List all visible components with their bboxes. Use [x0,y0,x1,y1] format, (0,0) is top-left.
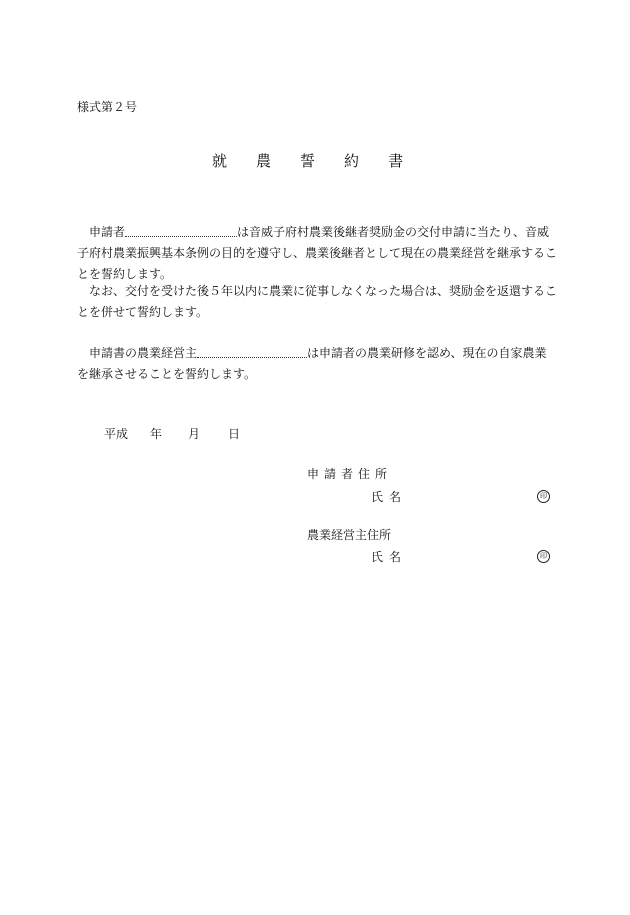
applicant-name-label: 氏名 [371,490,408,504]
pledge-paragraph-2 [77,281,557,323]
applicant-lead: 申請者 [89,225,126,239]
applicant-address-label: 申請者住所 [307,467,393,481]
date-month: 月 [188,427,201,441]
manager-name-label: 氏名 [371,550,408,564]
date-year: 年 [150,427,163,441]
pledge-paragraph-1 [77,222,557,285]
applicant-name-blank [125,224,237,237]
title-char: 農 [256,152,272,170]
manager-address-label: 農業経営主住所 [307,528,392,542]
seal-icon: 印 [537,550,550,563]
pledge-text-1: は音威子府村農業後継者奨励金の交付申請に当たり、音威子府村農業振興基本条例の目的を遵守し、農業後継者として現在の農業経営を継承することを誓約します。 [77,225,558,281]
seal-icon: 印 [537,490,550,503]
title-char: 約 [344,152,360,170]
title-char: 就 [212,152,228,170]
manager-name-blank [197,345,307,358]
title-char: 誓 [300,152,316,170]
pledge-text-2: なお、交付を受けた後５年以内に農業に従事しなくなった場合は、奨励金を返還することを併せて誓約します。 [77,284,558,319]
date-era: 平成 [104,427,129,441]
manager-lead: 申請書の農業経営主 [89,346,198,360]
title-char: 書 [388,152,404,170]
date-line [104,426,240,442]
form-number: 様式第２号 [77,100,138,114]
pledge-paragraph-3 [77,343,557,385]
document-title [212,151,403,171]
pledge-text-3: は申請者の農業研修を認め、現在の自家農業を継承させることを誓約します。 [77,346,547,381]
date-day: 日 [228,427,241,441]
